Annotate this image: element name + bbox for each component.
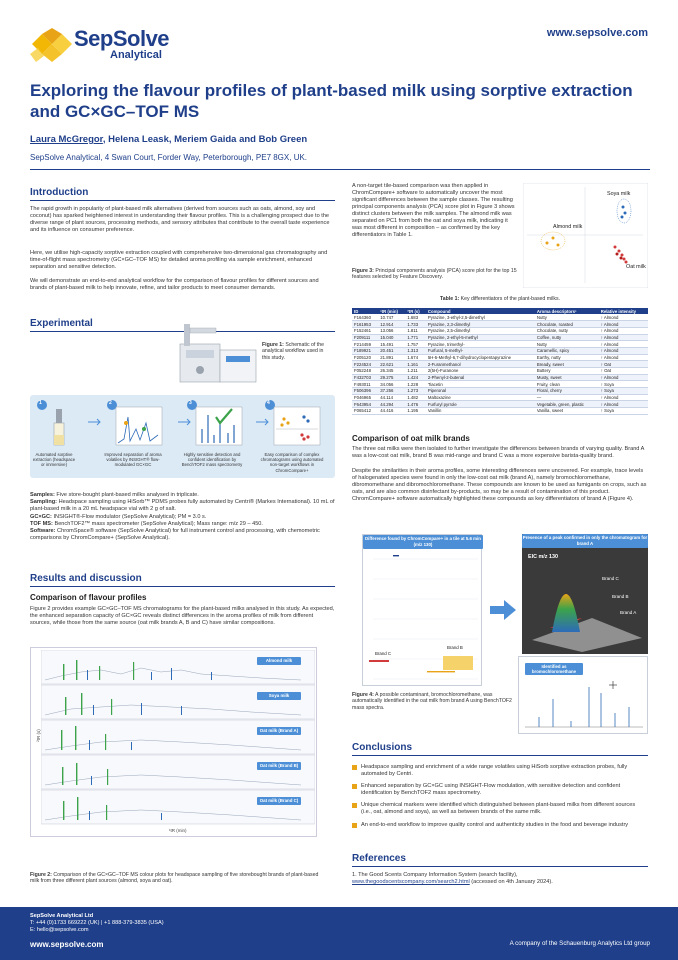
table-cell: Tiacetin [426,381,535,388]
experimental-heading: Experimental [30,318,93,329]
conclusion-item-3: Unique chemical markers were identified which distinguished between plant-based milks from different sources (i.e., oat, almond and soya), as well as between brands of the same milk. [361,802,636,815]
table-cell: F164360 [352,314,378,321]
pca-paragraph: A non-target tile-based comparison was then applied in ChromCompare+ software to automatically uncover the most significant differences between the sample classes. The resulting principal components analysis (PCA) score plot in Figure 3 shows distinct clusters between the milk samples. The almond milk was separated on PC1 from both the oat and soya milk, indicating it was most different in composition – as confirmed by the key differentiators in Table 1. [352,183,515,238]
table-cell: Pyrazine, 3-ethyl-2,5-dimethyl [426,314,535,321]
figure-1-caption [262,342,332,361]
conclusion-bullet-4 [352,823,357,828]
table-cell: 1.424 [405,374,426,381]
eic-label-brand-c: Brand C [602,576,619,581]
figure-2-text: Comparison of the GC×GC–TOF MS colour plots for headspace sampling of five storebought brands of plant-based milk from three different plant sources (almond, soya and oat). [30,872,319,885]
table-cell: ↑ Almond [599,327,648,334]
table-cell: 2(5H)-Furanone [426,368,535,375]
table-cell: 22.621 [378,361,405,368]
step-1-text: Automated sorptive extraction (headspace or immersive) [32,452,76,468]
figure-4-left-label: Difference found by ChromCompare+ in a tile at 5.6 min (m/z 130) [364,536,481,547]
panel-oat-a [41,720,315,754]
panel-oat-c [41,790,315,824]
table-header-cell: Relative intensity [599,308,648,314]
table-cell: 1.482 [405,394,426,401]
oat-brands-subheading: Comparison of oat milk brands [352,434,470,443]
experimental-details [30,492,335,542]
sorptive-probe-icon [36,399,86,449]
table-cell: — [535,394,599,401]
conclusions-divider [352,755,648,756]
table-cell: ↑ Almond [599,347,648,354]
step-3-number: 3 [189,400,192,406]
table-cell: Caramellic, spicy [535,347,599,354]
table-cell: ↑ Oat [599,361,648,368]
figure-4-caption [352,692,514,711]
pca-label-almond: Almond milk [553,224,583,230]
table-cell: 44.114 [378,394,405,401]
table-cell: 44.294 [378,401,405,408]
table-cell: Nutty [535,314,599,321]
mass-spectrum-panel [518,656,648,734]
figure-4-right-label: Presence of a peak confirmed in only the chromatogram for brand A [522,535,648,546]
footer-contact [30,913,164,934]
intro-paragraph-3: We will demonstrate an end-to-end analytical workflow for the comparison of flavour profiles for different sources and brands of plant-based milk to help innovate, refine, and tailor products to meet consumer demands. [30,278,319,291]
header-divider [30,169,650,170]
table-cell: Vanilla, sweet [535,408,599,415]
intro-paragraph-1: The rapid growth in popularity of plant-based milk alternatives (derived from sources such as oats, almond, soy and coconut) has sparked heightened interest in understanding their flavour profiles. This is a challenging prospect due to the diverse range of plant sources, processing methods, and sensory attributes that contribute to the overall taste experience and its influence on consumer preference. [30,206,330,233]
table-row [352,354,648,361]
table-cell: 1.811 [405,327,426,334]
figure-2-x-axis-label: ¹tR (min) [169,828,187,833]
eic-label: EIC m/z 130 [528,554,558,560]
panel-almond [41,650,315,684]
co-authors: , Helena Leask, Meriem Gaida and Bob Green [102,134,308,145]
table-cell: ↑ Soya [599,381,648,388]
table-1-label: Table 1: [439,296,460,302]
conclusion-bullet-3 [352,803,357,808]
table-cell: 10.747 [378,314,405,321]
label-oat-brand-a: Oat milk (Brand A) [257,727,301,735]
table-cell: ↑ Soya [599,408,648,415]
table-cell: 26.345 [378,368,405,375]
table-cell: ↑ Almond [599,374,648,381]
step-2-text: Improved separation of aroma volatiles by INSIGHT® flow-modulated GC×GC [104,452,162,468]
table-cell: F493011 [352,381,378,388]
bar-label-brand-b: Brand B [447,645,463,650]
table-cell: 1.476 [405,401,426,408]
pca-score-plot [523,183,648,288]
samples-line: Samples: Five store-bought plant-based milks analysed in triplicate. [30,492,199,498]
table-row [352,341,648,348]
table-cell: ↑ Soya [599,388,648,395]
table-cell: ↑ Almond [599,354,648,361]
table-cell: Piperonal [426,388,535,395]
step-2-number: 2 [109,400,112,406]
instrument-icon [176,320,264,386]
spectrum-bars [519,677,649,733]
figure-4-3d-plot [522,534,648,654]
table-cell: 1.313 [405,347,426,354]
sepsolve-logo-icon [30,28,72,62]
poster-title: Exploring the flavour profiles of plant-based milk using sorptive extraction and GC×GC–TOF MS [30,81,633,121]
table-row [352,374,648,381]
footer-group: A company of the Schauenburg Analytics Ltd group [509,940,650,947]
table-cell: F643954 [352,401,378,408]
table-cell: F161953 [352,321,378,328]
gcxgc-line: GC×GC: INSIGHT®-Flow modulator (SepSolve Analytical); PM = 3.0 s. [30,513,207,520]
table-cell: 2-Furanmethanol [426,361,535,368]
presenting-author: Laura McGregor [30,134,103,145]
footer-email[interactable]: E: hello@sepsolve.com [30,927,89,933]
logo-sub: Analytical [110,49,162,61]
panel-soya [41,685,315,719]
table-cell: 15.040 [378,334,405,341]
table-cell: Pyrazine, 2,5-dimethyl [426,327,535,334]
table-cell: 37.256 [378,388,405,395]
table-cell: 1.228 [405,381,426,388]
table-row [352,314,648,321]
table-cell: Bready, sweet [535,361,599,368]
footer-website-link[interactable]: www.sepsolve.com [30,940,104,949]
table-body [352,314,648,414]
intro-paragraph-2: Here, we utilise high-capacity sorptive extraction coupled with comprehensive two-dimensional gas chromatography and time-of-flight mass spectrometry (GC×GC–TOF MS) for detailed aroma profiling via sample enrichment, enhanced separation and sensitive detection. [30,250,328,270]
table-cell: 15.491 [378,341,405,348]
table-cell: Floral, cherry [535,388,599,395]
table-cell: F432703 [352,374,378,381]
table-cell: Musty, sweet [535,374,599,381]
intro-divider [30,200,335,201]
table-row [352,388,648,395]
table-row [352,401,648,408]
results-paragraph-1: Figure 2 provides example GC×GC–TOF MS chromatograms for the plant-based milks analysed in this study. As expected, the enhanced separation capacity of GC×GC reveals distinct differences in the aroma profiles of milk from different sources, while those from the same source (oat milk brands A, B and C) have similar compositions. [30,606,335,626]
table-cell: F214459 [352,341,378,348]
table-cell: 29.275 [378,374,405,381]
arrow-right-icon [490,600,516,620]
table-cell: Nutty [535,341,599,348]
reference-text: 1. The Good Scents Company Information System (search facility), [352,872,518,878]
table-cell: Furfural, 5-methyl- [426,347,535,354]
table-row [352,334,648,341]
table-cell: ↑ Almond [599,341,648,348]
table-cell: 1.683 [405,314,426,321]
conclusion-bullet-2 [352,784,357,789]
table-cell: 34.056 [378,381,405,388]
table-cell: Coffee, nutty [535,334,599,341]
table-cell: Earthy, nutty [535,354,599,361]
key-differentiators-table [352,308,648,415]
references-divider [352,866,648,867]
reference-item [352,872,648,886]
table-row [352,321,648,328]
authors [30,134,307,145]
step-3-text: Highly sensitive detection and confident identification by BenchTOF2 mass spectrometry [181,452,243,468]
footer-phone: T: +44 (0)1733 669222 (UK) | +1 888-379-3835 (USA) [30,920,164,926]
table-cell: ↑ Almond [599,334,648,341]
table-cell: Chocolate, nutty [535,327,599,334]
eic-label-brand-a: Brand A [620,610,637,615]
table-header-cell: ²tR (s) [405,308,426,314]
table-cell: Chocolate, roasted [535,321,599,328]
label-soya-milk: Soya milk [257,692,301,700]
oat-paragraph-1: The three oat milks were then isolated to further investigate the differences between brands of varying quality. Brand A was a low-cost oat milk, brand B was mid-range and brand C was a more expensive barista-quality brand. [352,446,645,459]
table-cell: 21.891 [378,354,405,361]
logo-name: SepSolve [74,26,170,51]
table-cell: F046965 [352,394,378,401]
figure-1-label: Figure 1: [262,342,284,348]
table-cell: ↑ Oat [599,368,648,375]
table-cell: 1.273 [405,388,426,395]
figure-2-chromatograms [30,647,317,837]
table-cell: 1.771 [405,334,426,341]
conclusion-item-4: An end-to-end workflow to improve quality control and authenticity studies in the food and beverage industry [361,822,629,828]
conclusion-item-1: Headspace sampling and enrichment of a wide range volatiles using HiSorb sorptive extraction probes, fully automated by Centri. [361,764,628,777]
reference-accessed: (accessed on 4th January 2024). [469,879,553,885]
pca-label-soya: Soya milk [607,191,631,197]
table-cell: ↑ Almond [599,321,648,328]
label-oat-brand-b: Oat milk (Brand B) [257,762,301,770]
table-cell: Vegetable, green, plastic [535,401,599,408]
header-website-link[interactable]: www.sepsolve.com [546,27,648,39]
flavour-profiles-subheading: Comparison of flavour profiles [30,593,147,602]
figure-4-label: Figure 4: [352,692,374,698]
table-cell: 13.056 [378,327,405,334]
figure-3-text: Principal components analysis (PCA) score plot for the top 15 features selected by Feature Discovery. [352,268,517,281]
table-header-cell: Aroma descriptors¹ [535,308,599,314]
workflow-step-1 [36,399,86,449]
reference-link[interactable]: www.thegoodscentscompany.com/search2.html [352,879,470,885]
tile-grid [363,549,483,687]
table-cell: F152461 [352,327,378,334]
table-cell: 1.757 [405,341,426,348]
table-cell: F506396 [352,388,378,395]
tofms-line: TOF MS: BenchTOF2™ mass spectrometer (SepSolve Analytical); Mass range: m/z 29 – 450. [30,520,263,527]
eic-3d-peaks [522,548,648,654]
step-4-text: Easy comparison of complex chromatograms using automated non-target workflows in ChromCompare+ [260,452,324,473]
table-cell: 12.914 [378,321,405,328]
table-row [352,408,648,415]
table-cell: ↑ Almond [599,401,648,408]
table-header-cell: ¹tR (min) [378,308,405,314]
results-heading: Results and discussion [30,573,142,584]
figure-4-text: A possible contaminant, bromochloromethane, was automatically identified in the oat milk from brand A using BenchTOF2 mass spectra. [352,692,512,711]
table-cell: 2-Phenyl-2-butenal [426,374,535,381]
table-cell: 1.161 [405,361,426,368]
table-cell: Vanillin [426,408,535,415]
table-1-text: Key differentiators of the plant-based milks. [459,296,561,302]
table-cell: 1.211 [405,368,426,375]
footer-company: SepSolve Analytical Ltd [30,913,94,919]
pca-label-oat: Oat milk [626,264,646,270]
panel-oat-b [41,755,315,789]
table-cell: ↑ Almond [599,394,648,401]
table-cell: Pyrazine, trimethyl- [426,341,535,348]
table-cell: 1.733 [405,321,426,328]
table-row [352,381,648,388]
bar-label-brand-c: Brand C [375,651,392,656]
references-heading: References [352,853,406,864]
table-row [352,368,648,375]
sampling-line: Sampling: Headspace sampling using HiSorb™ PDMS probes fully automated by Centri® (Markes International). 10 mL of plant-based milk in a 20 mL headspace vial with 2 g of salt. [30,499,335,513]
figure-2-caption [30,872,320,885]
label-almond-milk: Almond milk [257,657,301,665]
table-cell: F205120 [352,354,378,361]
oat-paragraph-2: Despite the similarities in their aroma profiles, some interesting differences were uncovered. For example, trace levels of halogenated species were found in only the low-cost oat milk (brand A), namely bromochloromethane, dibromomethane and dibromochloromethane. These compounds are known to be used as fumigants on crops, such as oats, and are also common disinfectant by-products, so may be a result of contamination of this product. ChromCompare+ software automatically highlighted these compounds as key differentiators of brand A (Figure 4). [352,468,647,502]
conclusion-bullet-1 [352,765,357,770]
figure-2-y-axis-label: ²tR (s) [35,729,41,742]
step-1-number: 1 [39,400,42,406]
table-cell: F065412 [352,408,378,415]
table-row [352,394,648,401]
table-cell: Pyrazine, 2,3-dimethyl [426,321,535,328]
conclusions-heading: Conclusions [352,742,413,753]
figure-3-label: Figure 3: [352,268,374,274]
step-4-number: 4 [267,400,270,406]
table-cell: F052248 [352,368,378,375]
intro-heading: Introduction [30,187,89,198]
eic-label-brand-b: Brand B [612,594,629,599]
table-row [352,361,648,368]
table-cell: 1.195 [405,408,426,415]
table-cell: 44.416 [378,408,405,415]
table-cell: 20.451 [378,347,405,354]
table-header-cell: ID [352,308,378,314]
table-cell: F209111 [352,334,378,341]
software-line: Software: ChromSpace® software (SepSolve Analytical) for full instrument control and processing, with chemometric comparisons by ChromCompare+ (SepSolve Analytical). [30,528,320,542]
affiliation: SepSolve Analytical, 4 Swan Court, Forder Way, Peterborough, PE7 8GX, UK. [30,153,308,162]
results-divider [30,586,335,587]
table-cell: Maltoxazine [426,394,535,401]
table-cell: Fruity, clean [535,381,599,388]
table-cell: Pyrazine, 2-ethyl-5-methyl [426,334,535,341]
conclusion-item-2: Enhanced separation by GC×GC using INSIGHT-Flow modulation, with sensitive detection and confident identification by BenchTOF2 mass spectrometry. [361,783,621,796]
table-cell: 5H-5-Methyl-6,7-dihydrocyclopentapyrazine [426,354,535,361]
table-cell: 1.674 [405,354,426,361]
table-row [352,347,648,354]
table-cell: Furfuryl pyrrole [426,401,535,408]
figure-4-tile-plot [362,534,482,686]
table-cell: F189921 [352,347,378,354]
table-cell: ↑ Almond [599,314,648,321]
table-1-caption [352,296,648,302]
identified-label: Identified as bromochloromethane [525,663,583,675]
figure-3-caption [352,268,520,281]
figure-1-text: Schematic of the analytical workflow used in this study. [262,342,324,361]
label-oat-brand-c: Oat milk (Brand C) [257,797,301,805]
table-row [352,327,648,334]
table-cell: F224524 [352,361,378,368]
figure-2-label: Figure 2: [30,872,52,878]
workflow-arrows [88,418,368,426]
table-header-cell: Compound [426,308,535,314]
table-cell: Buttery [535,368,599,375]
